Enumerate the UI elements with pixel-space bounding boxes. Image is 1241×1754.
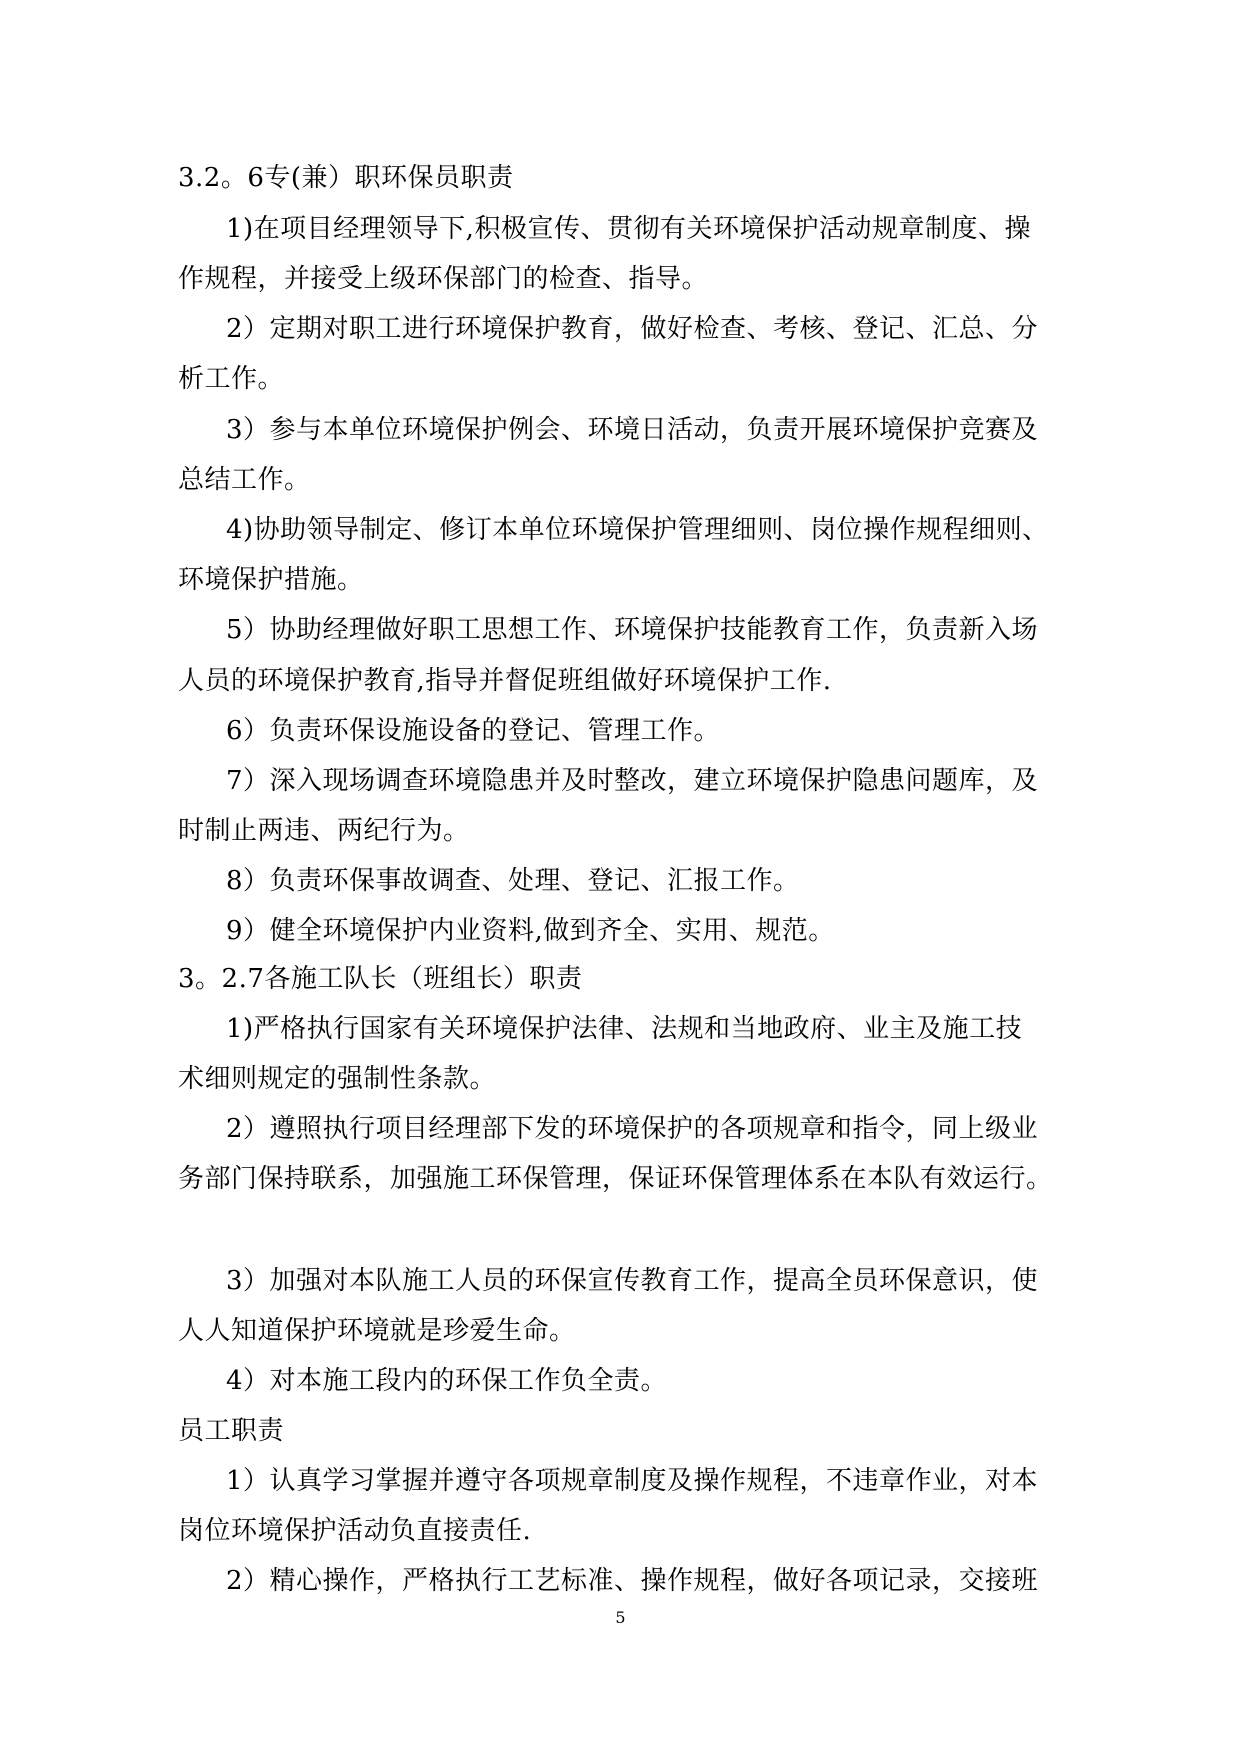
paragraph-line: 2）精心操作，严格执行工艺标准、操作规程，做好各项记录，交接班 [226, 1566, 1039, 1596]
paragraph-line: 2）遵照执行项目经理部下发的环境保护的各项规章和指令，同上级业 [226, 1114, 1039, 1144]
paragraph-line: 3）参与本单位环境保护例会、环境日活动，负责开展环境保护竞赛及 [226, 415, 1039, 445]
paragraph-line: 时制止两违、两纪行为。 [178, 816, 470, 846]
section-heading: 员工职责 [178, 1416, 285, 1446]
paragraph-line: 岗位环境保护活动负直接责任. [178, 1516, 532, 1546]
paragraph-line: 务部门保持联系，加强施工环保管理，保证环保管理体系在本队有效运行。 [178, 1164, 1053, 1194]
paragraph-line: 3）加强对本队施工人员的环保宣传教育工作，提高全员环保意识，使 [226, 1266, 1039, 1296]
paragraph-line: 环境保护措施。 [178, 565, 364, 595]
paragraph-line: 4）对本施工段内的环保工作负全责。 [226, 1366, 668, 1396]
paragraph-line: 9）健全环境保护内业资料,做到齐全、实用、规范。 [226, 916, 835, 946]
paragraph-line: 析工作。 [178, 364, 285, 394]
paragraph-line: 6）负责环保设施设备的登记、管理工作。 [226, 716, 721, 746]
paragraph-line: 1）认真学习掌握并遵守各项规章制度及操作规程，不违章作业，对本 [226, 1466, 1039, 1496]
paragraph-line: 2）定期对职工进行环境保护教育，做好检查、考核、登记、汇总、分 [226, 314, 1039, 344]
paragraph-line: 作规程，并接受上级环保部门的检查、指导。 [178, 264, 709, 294]
section-heading: 3.2。6专(兼）职环保员职责 [178, 163, 514, 193]
paragraph-line: 人员的环境保护教育,指导并督促班组做好环境保护工作. [178, 666, 832, 696]
paragraph-line: 1)严格执行国家有关环境保护法律、法规和当地政府、业主及施工技 [226, 1014, 1023, 1044]
page-number: 5 [615, 1608, 626, 1627]
section-heading: 3。2.7各施工队长（班组长）职责 [178, 964, 583, 994]
paragraph-line: 人人知道保护环境就是珍爱生命。 [178, 1316, 576, 1346]
paragraph-line: 4)协助领导制定、修订本单位环境保护管理细则、岗位操作规程细则、 [226, 515, 1049, 545]
paragraph-line: 5）协助经理做好职工思想工作、环境保护技能教育工作，负责新入场 [226, 615, 1039, 645]
paragraph-line: 术细则规定的强制性条款。 [178, 1064, 497, 1094]
paragraph-line: 8）负责环保事故调查、处理、登记、汇报工作。 [226, 866, 800, 896]
paragraph-line: 1)在项目经理领导下,积极宣传、贯彻有关环境保护活动规章制度、操 [226, 214, 1031, 244]
paragraph-line: 7）深入现场调查环境隐患并及时整改，建立环境保护隐患问题库，及 [226, 766, 1039, 796]
paragraph-line: 总结工作。 [178, 465, 311, 495]
